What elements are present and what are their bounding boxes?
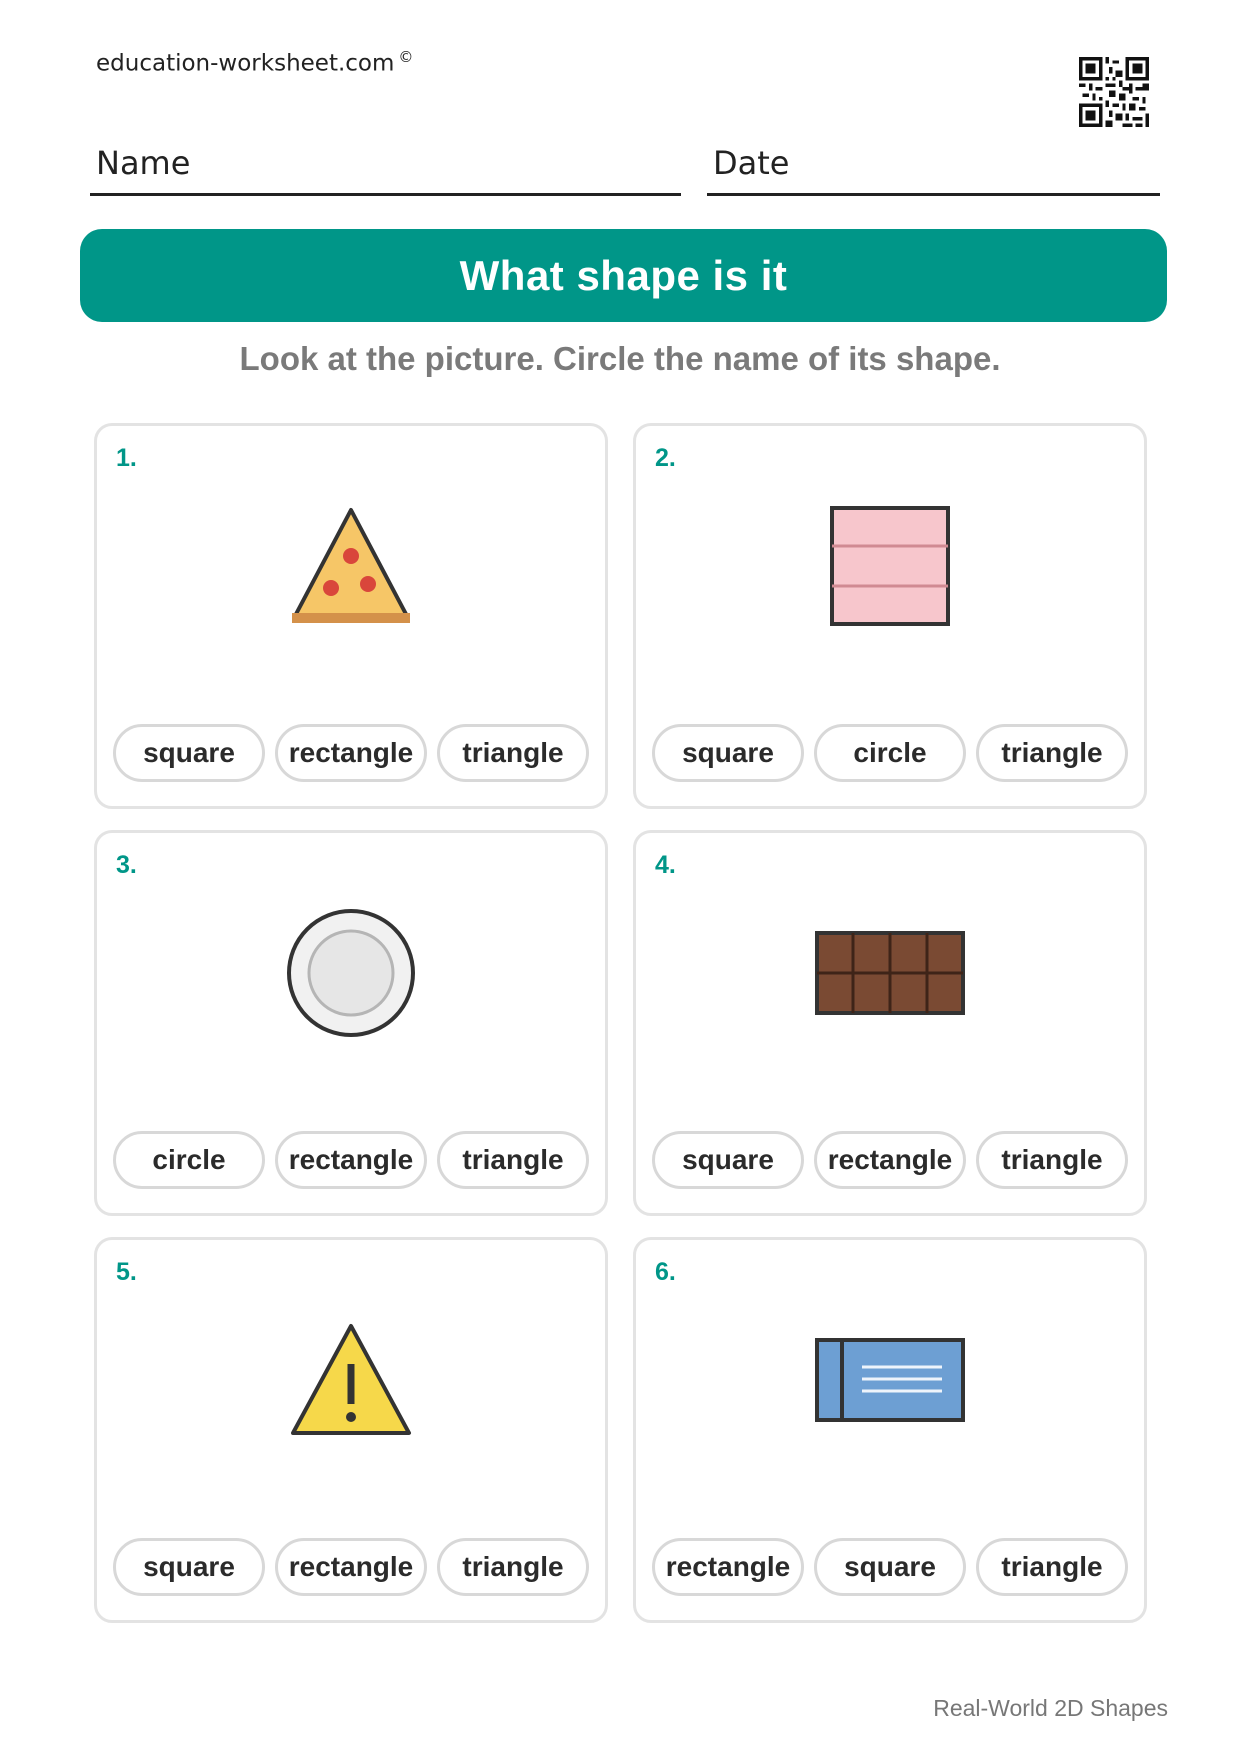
choice-triangle[interactable]: triangle [437, 1538, 589, 1596]
choice-rectangle[interactable]: rectangle [652, 1538, 804, 1596]
page-title: What shape is it [459, 251, 788, 299]
pizza-slice-icon [286, 504, 416, 629]
choice-triangle[interactable]: triangle [437, 724, 589, 782]
question-number: 4. [655, 851, 676, 879]
question-card-4 [633, 830, 1147, 1216]
question-card-1 [94, 423, 608, 809]
question-number: 6. [655, 1258, 676, 1286]
title-banner [80, 229, 1167, 322]
choice-triangle[interactable]: triangle [976, 1538, 1128, 1596]
footer-label: Real-World 2D Shapes [933, 1695, 1168, 1721]
name-label: Name [96, 144, 191, 182]
choice-circle[interactable]: circle [113, 1131, 265, 1189]
plate-icon [284, 906, 418, 1040]
choice-square[interactable]: square [652, 724, 804, 782]
question-number: 2. [655, 444, 676, 472]
question-number: 3. [116, 851, 137, 879]
site-url: education-worksheet.com [96, 50, 395, 77]
ticket-icon [814, 1337, 966, 1423]
warning-sign-icon [286, 1320, 416, 1440]
choice-triangle[interactable]: triangle [976, 724, 1128, 782]
choice-rectangle[interactable]: rectangle [814, 1131, 966, 1189]
name-field[interactable] [90, 144, 681, 196]
choice-square[interactable]: square [814, 1538, 966, 1596]
choice-rectangle[interactable]: rectangle [275, 1131, 427, 1189]
napkin-icon [828, 504, 952, 628]
date-field[interactable] [707, 144, 1160, 196]
choice-triangle[interactable]: triangle [976, 1131, 1128, 1189]
question-card-3 [94, 830, 608, 1216]
question-card-5 [94, 1237, 608, 1623]
qr-code-icon [1079, 57, 1149, 127]
question-card-2 [633, 423, 1147, 809]
choice-square[interactable]: square [113, 724, 265, 782]
choice-rectangle[interactable]: rectangle [275, 724, 427, 782]
choice-square[interactable]: square [113, 1538, 265, 1596]
question-number: 1. [116, 444, 137, 472]
copyright-mark: © [398, 48, 414, 66]
choice-circle[interactable]: circle [814, 724, 966, 782]
choice-square[interactable]: square [652, 1131, 804, 1189]
choice-rectangle[interactable]: rectangle [275, 1538, 427, 1596]
site-name [96, 48, 413, 77]
question-card-6 [633, 1237, 1147, 1623]
instructions: Look at the picture. Circle the name of its shape. [239, 340, 1001, 377]
chocolate-bar-icon [814, 930, 966, 1016]
question-number: 5. [116, 1258, 137, 1286]
choice-triangle[interactable]: triangle [437, 1131, 589, 1189]
date-label: Date [713, 144, 790, 182]
